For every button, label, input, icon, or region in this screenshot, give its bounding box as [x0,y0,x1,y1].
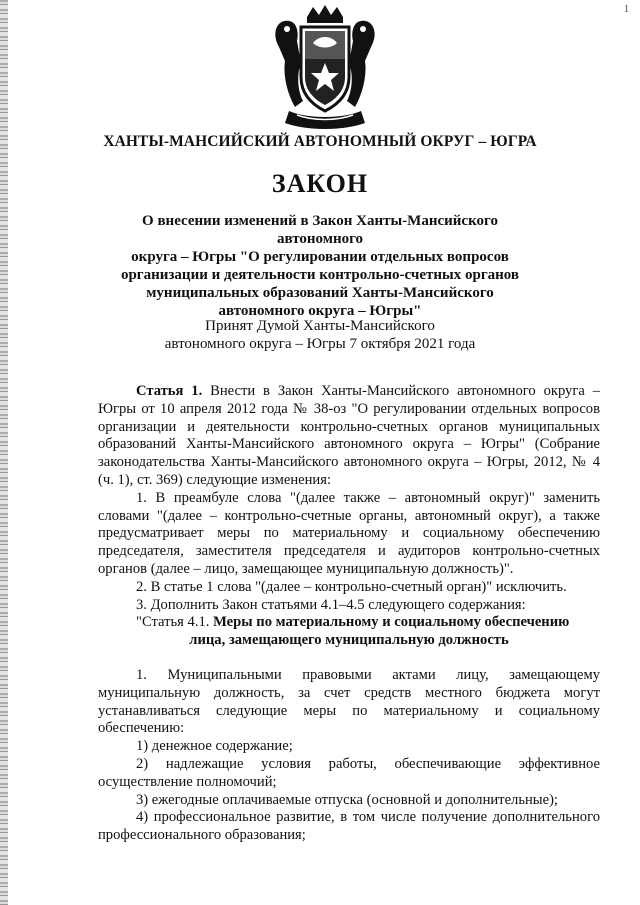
new-article-heading [98,614,600,632]
clause-1: 1. Муниципальными правовыми актами лицу, замещающему муниципальную должность, за счет средств местного бюджета могут устанавливаться следующие меры по материальному и социальному обеспечению: [98,666,600,737]
subclause-3: 3) ежегодные оплачиваемые отпуска (основной и дополнительные); [136,791,558,808]
amendment-item-1: 1. В преамбуле слова "(далее также – автономный округ)" заменить словами "(далее – контрольно-счетные органы, автономный округ), а также предусматривает меры по материальному и социальному обеспечению председателя, заместителя председателя и аудиторов контрольно-счетных органов (далее – лицо, замещающее муниципальную должность)". [98,489,600,577]
amendment-item-2: 2. В статье 1 слова "(далее – контрольно-счетный орган)" исключить. [136,578,567,595]
title-line: муниципальных образований Ханты-Мансийского [146,285,494,301]
document-title [120,212,520,320]
adoption-line: автономного округа – Югры 7 октября 2021 года [164,336,476,352]
article-label: Статья 1. [136,383,203,399]
article-1-paragraph [98,383,600,490]
title-line: автономного округа – Югры" [218,303,422,319]
adoption-line: Принят Думой Ханты-Мансийского [205,318,435,334]
subclause-1: 1) денежное содержание; [136,738,293,755]
amendment-item-3: 3. Дополнить Закон статьями 4.1–4.5 следующего содержания: [136,596,526,613]
new-article-prefix: "Статья 4.1. [136,614,214,631]
title-line: организации и деятельности контрольно-счетных органов [120,267,520,283]
document-type: ЗАКОН [271,169,369,198]
new-article-title-line1: Меры по материальному и социальному обеспечению [213,614,570,631]
adoption-note [140,317,500,353]
region-title: ХАНТЫ-МАНСИЙСКИЙ АВТОНОМНЫЙ ОКРУГ – ЮГРА [103,133,537,150]
page-marker: 1 [624,4,629,15]
title-line: О внесении изменений в Закон Ханты-Мансийского автономного [142,213,498,247]
title-line: округа – Югры "О регулировании отдельных вопросов [131,249,509,265]
new-article-title-line2: лица, замещающего муниципальную должность [189,632,509,649]
coat-of-arms-icon [267,3,383,135]
document-body [98,383,600,845]
subclause-4: 4) профессиональное развитие, в том числе получение дополнительного профессионального образования; [98,809,600,844]
article-text: Внести в Закон Ханты-Мансийского автономного округа – Югры от 10 апреля 2012 года № 38-оз "О регулировании отдельных вопросов организации и деятельности контрольно-счетных органов муниципальных образований Ханты-Мансийского автономного округа – Югры" (Собрание законодательства Ханты-Мансийского автономного округа – Югры, 2012, № 4 (ч. 1), ст. 369) следующие изменения: [98,383,600,488]
subclause-2: 2) надлежащие условия работы, обеспечивающие эффективное осуществление полномочий; [98,755,600,790]
